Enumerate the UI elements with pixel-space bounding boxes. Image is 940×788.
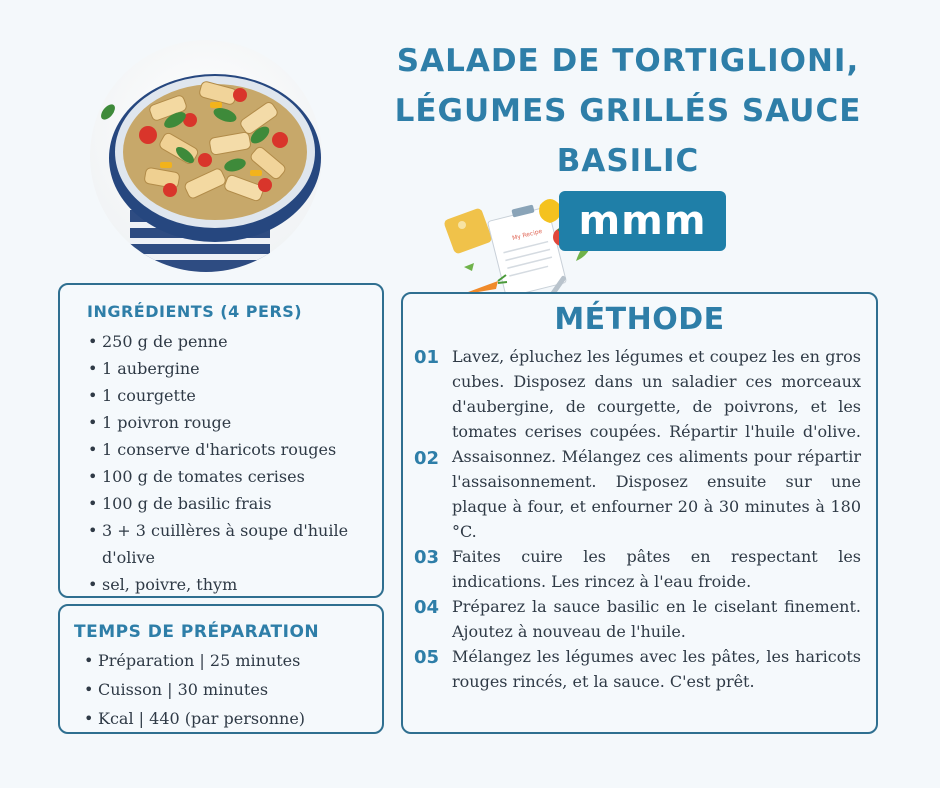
mmm-logo: mmm bbox=[559, 191, 726, 251]
method-heading: MÉTHODE bbox=[554, 302, 725, 337]
pasta-bowl-image bbox=[90, 40, 322, 272]
ingredient-item: • 100 g de tomates cerises bbox=[88, 463, 378, 490]
ingredients-list bbox=[88, 328, 378, 598]
ingredient-item: • 100 g de basilic frais bbox=[88, 490, 378, 517]
ingredient-item: • 3 + 3 cuillères à soupe d'huile d'olive bbox=[88, 517, 378, 571]
method-steps bbox=[452, 344, 861, 694]
ingredient-item: • 1 aubergine bbox=[88, 355, 378, 382]
clipboard-text: My Recipe bbox=[511, 227, 543, 243]
ingredient-item: • sel, poivre, thym bbox=[88, 571, 378, 598]
step-number: 05 bbox=[414, 647, 440, 668]
method-step: Lavez, épluchez les légumes et coupez les en gros cubes. Disposez dans un saladier ces morceaux d'aubergine, de courgette, de poivrons, et les tomates cerises coupées. Répartir l'huile d'olive. Assaisonnez. Mélangez ces aliments pour répartir l'assaisonnement. Disposez ensuite sur une plaque à four, et enfourner 20 à 30 minutes à 180 °C. bbox=[452, 347, 861, 541]
preparation-panel bbox=[58, 604, 384, 734]
preparation-item: • Préparation | 25 minutes bbox=[84, 646, 374, 675]
ingredient-item: • 1 poivron rouge bbox=[88, 409, 378, 436]
method-step: Faites cuire les pâtes en respectant les indications. Les rincez à l'eau froide. bbox=[452, 547, 861, 591]
preparation-heading: TEMPS DE PRÉPARATION bbox=[74, 622, 320, 642]
ingredient-item: • 1 conserve d'haricots rouges bbox=[88, 436, 378, 463]
method-step: Mélangez les légumes avec les pâtes, les haricots rouges rincés, et la sauce. C'est prêt. bbox=[452, 647, 861, 691]
step-number: 04 bbox=[414, 597, 440, 618]
preparation-item: • Kcal | 440 (par personne) bbox=[84, 704, 374, 733]
ingredients-panel bbox=[58, 283, 384, 598]
method-step: Préparez la sauce basilic en le ciselant finement. Ajoutez à nouveau de l'huile. bbox=[452, 597, 861, 641]
step-number: 02 bbox=[414, 448, 440, 469]
preparation-item: • Cuisson | 30 minutes bbox=[84, 675, 374, 704]
step-number: 01 bbox=[414, 347, 440, 368]
recipe-title: SALADE DE TORTIGLIONI, LÉGUMES GRILLÉS SAUCE BASILIC bbox=[394, 43, 862, 179]
ingredients-heading: INGRÉDIENTS (4 PERS) bbox=[87, 302, 303, 321]
ingredient-item: • 1 courgette bbox=[88, 382, 378, 409]
ingredient-item: • 250 g de penne bbox=[88, 328, 378, 355]
step-number: 03 bbox=[414, 547, 440, 568]
preparation-list bbox=[84, 646, 374, 733]
